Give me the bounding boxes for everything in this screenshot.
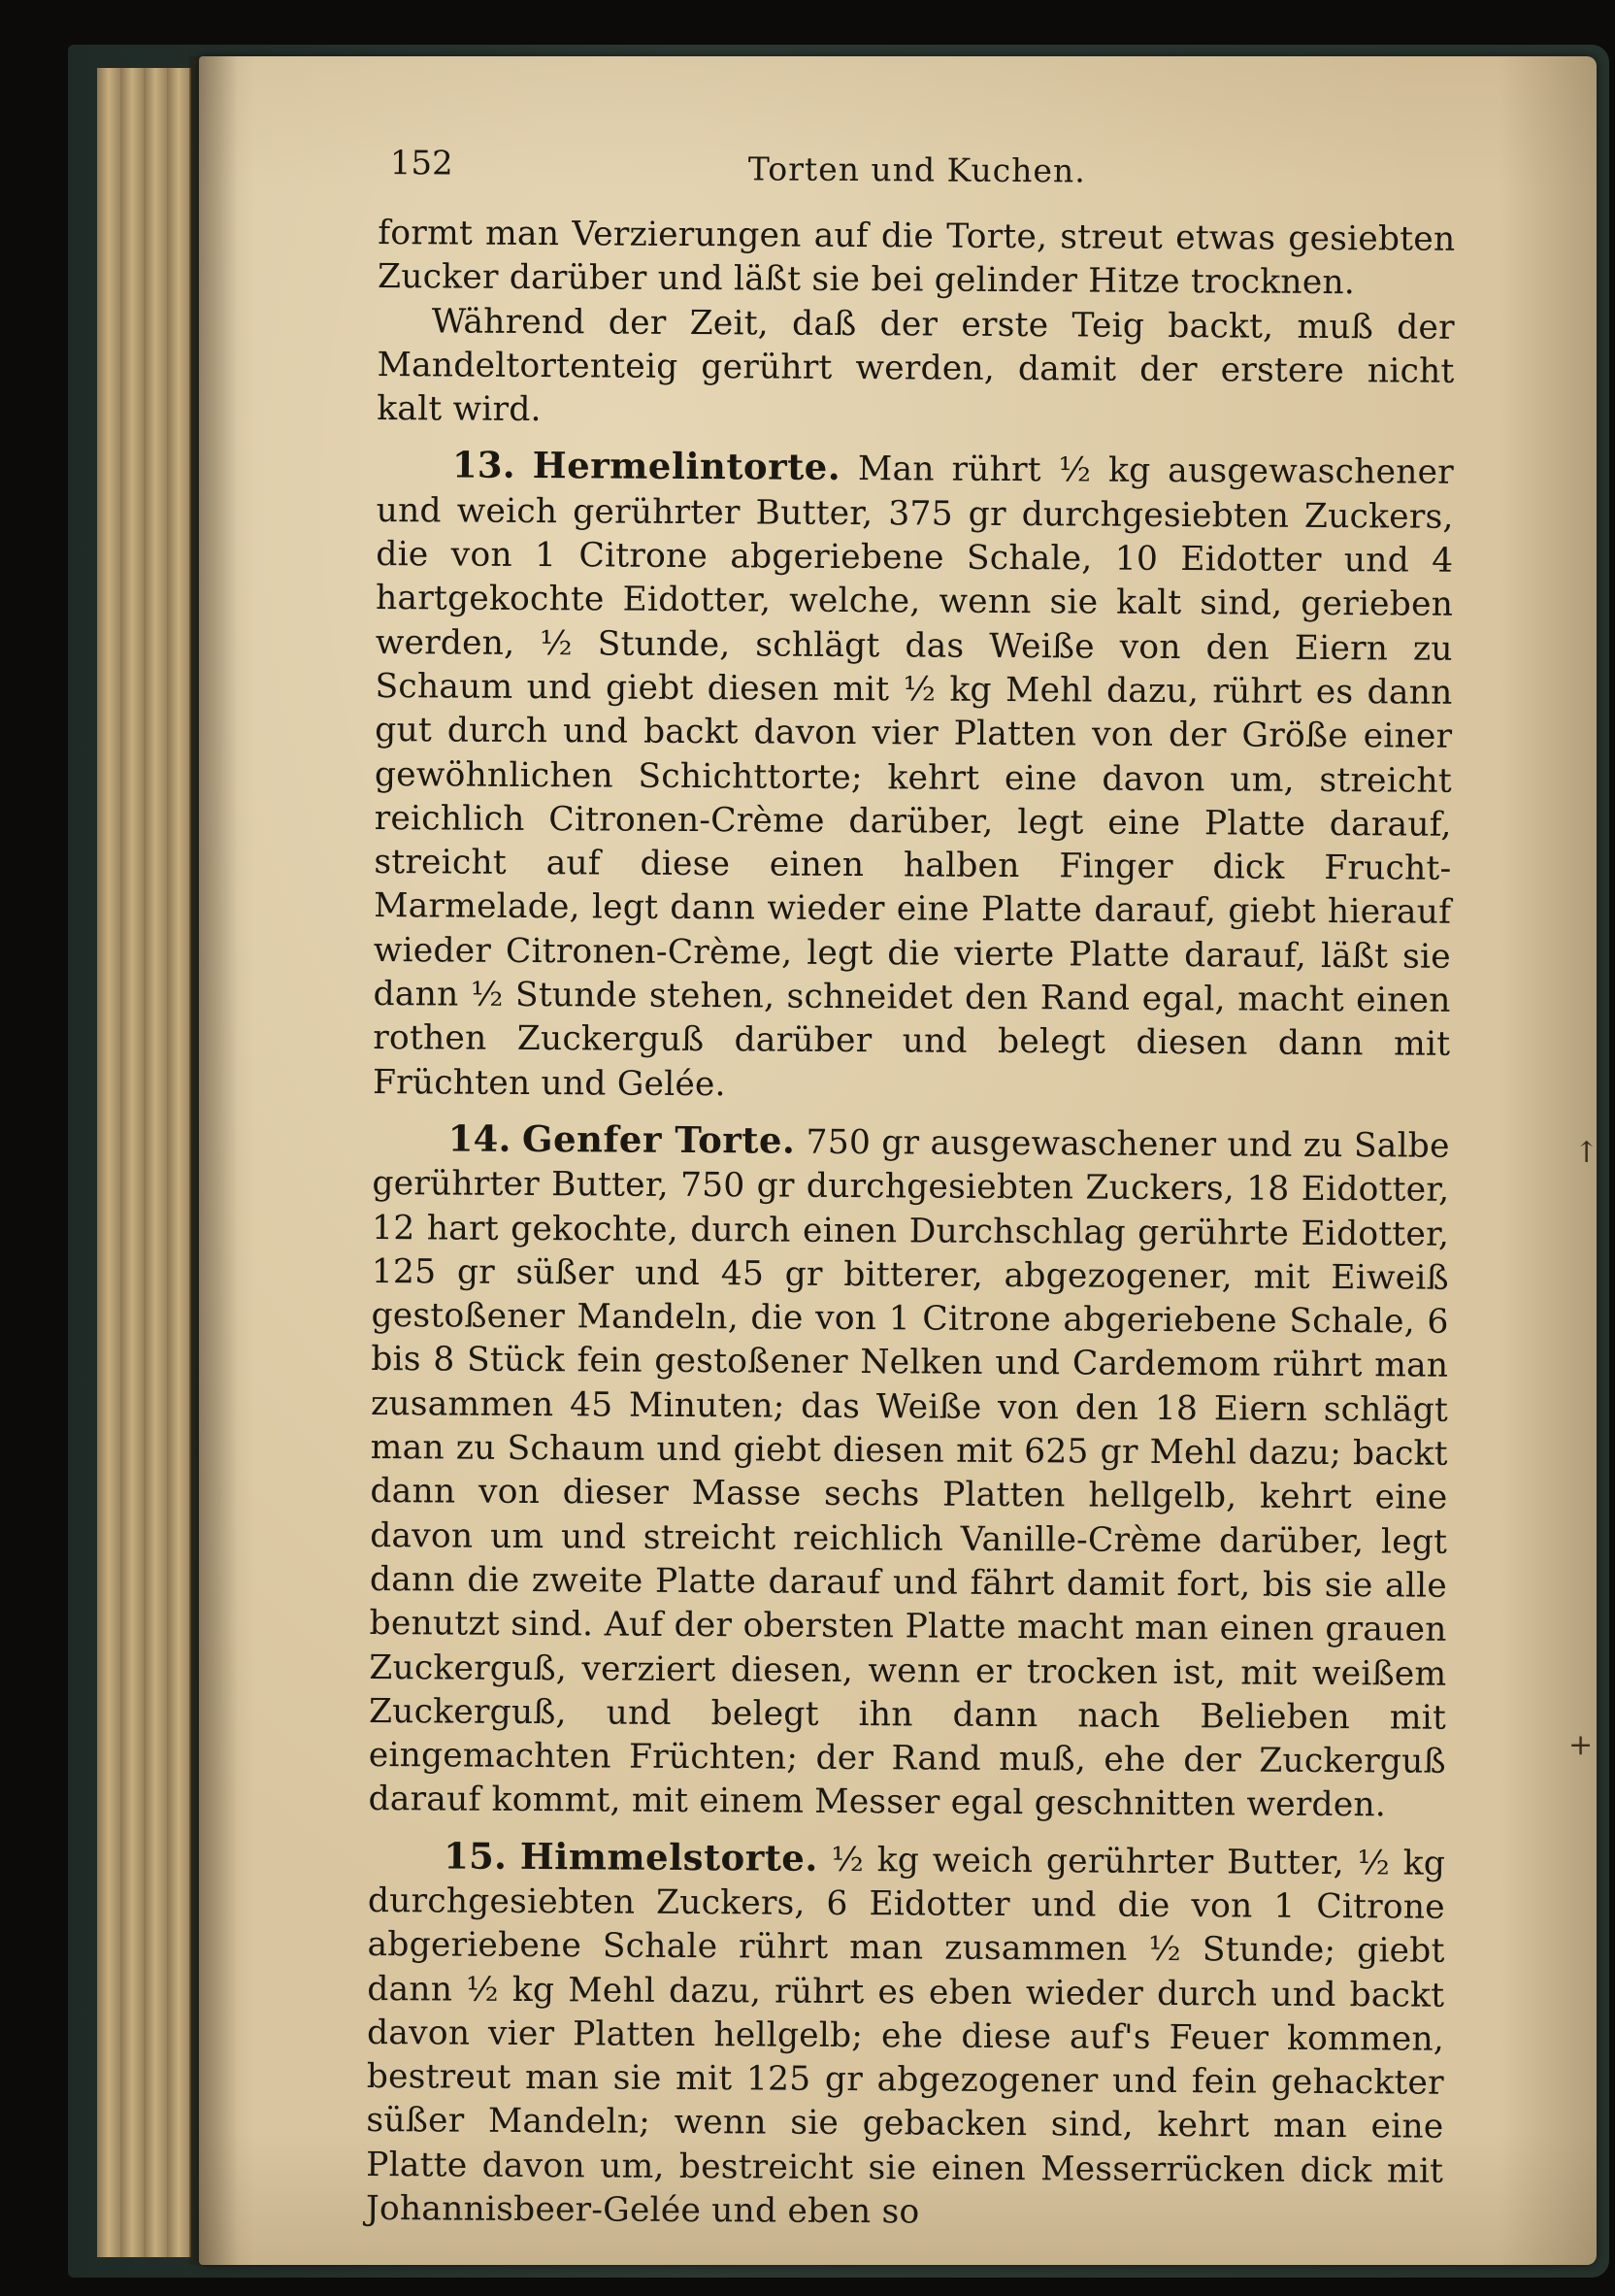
- recipe-number: 15.: [444, 1834, 508, 1878]
- margin-mark: +: [1568, 1728, 1594, 1762]
- recipe-text: Man rührt ½ kg ausgewaschener und weich gerührter Butter, 375 gr durchgesiebten Zuckers, die von 1 Citrone abgeriebene Schale, 10 Eidotter und 4 hartgekochte Eidotter, welche, wenn sie kalt sind, gerieben werden, ½ Stunde, schlägt das Weiße von den Eiern zu Schaum und giebt diesen mit ½ kg Mehl dazu, rührt es dann gut durch und backt davon vier Platten von der Größe einer gewöhnlichen Schichttorte; kehrt eine davon um, streicht reichlich Citronen-Crème darüber, legt eine Platte darauf, streicht auf diese einen halben Finger dick Frucht-Marmelade, legt dann wieder eine Platte darauf, giebt hierauf wieder Citronen-Crème, legt die vierte Platte darauf, läßt sie dann ½ Stunde stehen, schneidet den Rand egal, macht einen rothen Zuckerguß darüber und belegt diesen dann mit Früchten und Gelée.: [372, 449, 1455, 1104]
- running-title: Torten und Kuchen.: [747, 150, 1086, 190]
- page-edge: [97, 68, 121, 2257]
- recipe-13: [373, 443, 1454, 1111]
- page-number: 152: [389, 144, 453, 183]
- page-edge: [144, 68, 168, 2257]
- gutter-shadow: [189, 56, 238, 2265]
- recipe-14: [368, 1116, 1449, 1829]
- recipe-number: 14.: [447, 1116, 511, 1160]
- recipe-15: [366, 1834, 1445, 2238]
- recipe-number: 13.: [451, 443, 516, 487]
- page-header: [379, 134, 1456, 218]
- page-edge: [120, 68, 145, 2257]
- intro-paragraph: Während der Zeit, daß der erste Teig backt, muß der Mandeltortenteig gerührt werden, damit der erstere nicht kalt wird.: [377, 301, 1455, 430]
- recipe-text: ½ kg weich gerührter Butter, ½ kg durchgesiebten Zuckers, 6 Eidotter und die von 1 Citrone abgeriebene Schale rührt man zusammen ½ Stunde; giebt dann ½ kg Mehl dazu, rührt es eben wieder durch und backt davon vier Platten hellgelb; ehe diese auf's Feuer kommen, bestreut man sie mit 125 gr abgezogener und fein gehackter süßer Mandeln; wenn sie gebacken sind, kehrt man eine Platte davon um, bestreicht sie einen Messerrücken dick mit Johannisbeer-Gelée und eben so: [365, 1840, 1446, 2232]
- page-edge: [167, 68, 191, 2257]
- page-text: [366, 134, 1456, 2238]
- recipe-title: Himmelstorte.: [519, 1834, 818, 1880]
- recipe-text: 750 gr ausgewaschener und zu Salbe gerührter Butter, 750 gr durchgesiebten Zuckers, 18 Eidotter, 12 hart gekochte, durch einen Durchschlag gerührte Eidotter, 125 gr süßer und 45 gr bitterer, abgezogener, mit Eiweiß gestoßener Mandeln, die von 1 Citrone abgeriebene Schale, 6 bis 8 Stück fein gestoßener Nelken und Cardemom rührt man zusammen 45 Minuten; das Weiße von den 18 Eiern schlägt man zu Schaum und giebt diesen mit 625 gr Mehl dazu; backt dann von dieser Masse sechs Platten hellgelb, kehrt eine davon um und streicht reichlich Vanille-Crème darüber, legt dann die zweite Platte darauf und fährt damit fort, bis sie alle benutzt sind. Auf der obersten Platte macht man einen grauen Zuckerguß, verziert diesen, wenn er trocken ist, mit weißem Zuckerguß, und belegt ihn dann nach Belieben mit eingemachten Früchten; der Rand muß, ehe der Zuckerguß darauf kommt, mit einem Messer egal geschnitten werden.: [368, 1122, 1450, 1825]
- margin-mark: ↑: [1574, 1136, 1599, 1170]
- intro-paragraph: formt man Verzierungen auf die Torte, streut etwas gesiebten Zucker darüber und läßt sie bei gelinder Hitze trocknen.: [377, 213, 1456, 303]
- recipe-title: Genfer Torte.: [521, 1116, 796, 1162]
- recipe-title: Hermelintorte.: [532, 444, 841, 489]
